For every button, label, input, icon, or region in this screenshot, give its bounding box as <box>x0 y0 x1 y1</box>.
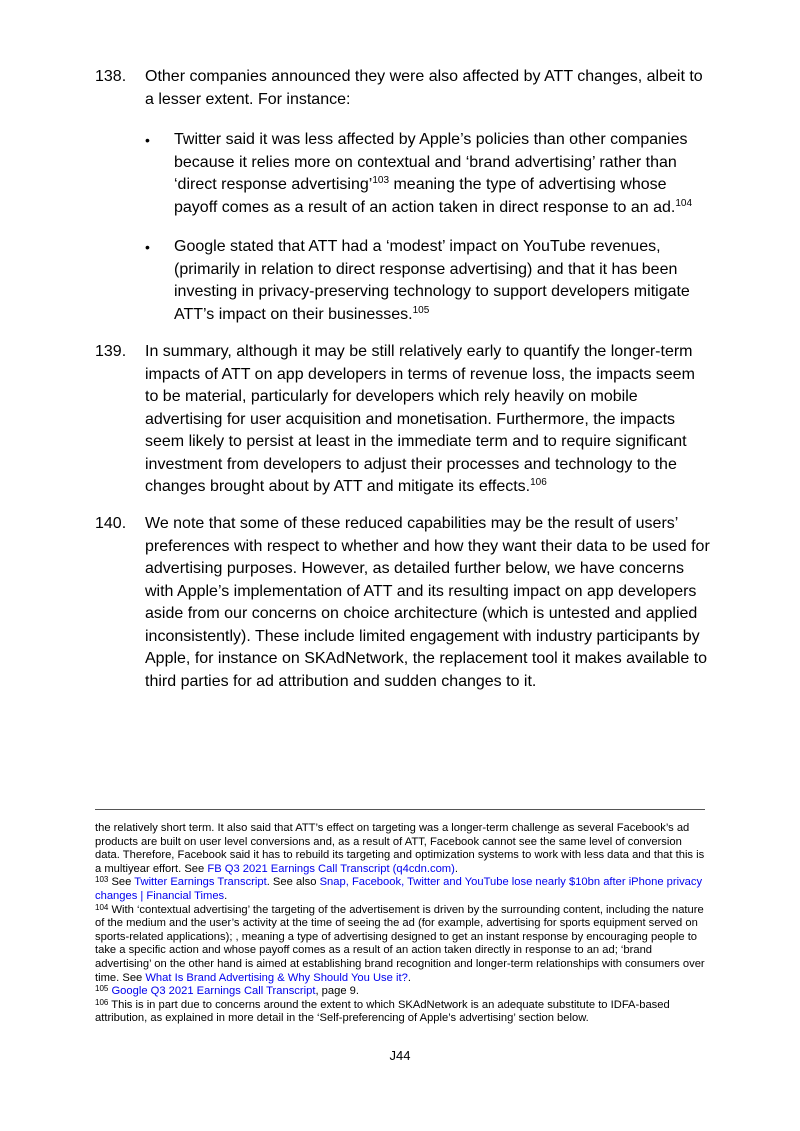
footnote-106: $^{106}$ This is in part due to concerns around the extent to which SKAdNetwork is an adequate substitute to IDFA-based attribution, as explained in more detail in the ‘Self-preferencing of Apple’s advertising’ section below. <box>95 997 670 1025</box>
footnote-ref-106[interactable]: 106 <box>530 477 547 488</box>
footnote-separator <box>95 809 705 810</box>
paragraph-140 <box>95 513 710 693</box>
ft-article-link[interactable]: Snap, Facebook, Twitter and YouTube lose nearly $10bn after iPhone privacy changes | Financial Times <box>95 876 703 902</box>
footnote-continued: the relatively short term. It also said that ATT’s effect on targeting was a longer-term challenge as several Facebook’s ad products are built on user level conversions and, as a result of ATT, Facebook cannot see the same level of conversion data. Therefore, Facebook said it has to rebuild its targeting and optimization systems to work with less data and that this is a multiyear effort. See FB Q3 2021 Earnings Call Transcript (q4cdn.com). <box>95 822 705 875</box>
paragraph-text: We note that some of these reduced capabilities may be the result of users’ preferences with respect to whether and how they want their data to be used for advertising purposes. However, as detailed further below, we have concerns with Apple’s implementation of ATT and its resulting impact on app developers aside from our concerns on choice architecture (which is untested and applied inconsistently). These include limited engagement with industry participants by Apple, for instance on SKAdNetwork, the replacement tool it makes available to third parties for ad attribution and sudden changes to it. <box>145 515 710 690</box>
footnote-ref-104[interactable]: 104 <box>675 197 693 209</box>
paragraph-number: 140. <box>95 515 127 532</box>
fb-transcript-link[interactable]: FB Q3 2021 Earnings Call Transcript (q4cdn.com) <box>207 862 455 875</box>
footnote-number: 104 <box>95 902 109 912</box>
paragraph-number: 138. <box>95 68 127 85</box>
footnote-103: $^{103}$ See Twitter Earnings Transcript. See also Snap, Facebook, Twitter and YouTube lose nearly $10bn after iPhone privacy changes | Financial Times. <box>95 875 703 902</box>
paragraph-number: 139. <box>95 343 127 360</box>
bullet-marker: • <box>145 132 150 148</box>
paragraph-139 <box>95 341 710 499</box>
paragraph-138 <box>95 66 710 111</box>
footnotes <box>95 822 707 1026</box>
footnote-ref-105[interactable]: 105 <box>412 304 430 316</box>
paragraph-text: In summary, although it may be still relatively early to quantify the longer-term impacts of ATT on app developers in terms of revenue loss, the impacts seem to be material, particularly for developers which rely heavily on mobile advertising for user acquisition and monetisation. Furthermore, the impacts seem likely to persist at least in the immediate term and to require significant investment from developers to adjust their processes and technology to the changes brought about by ATT and mitigate its effects.$^{106}$ <box>145 343 695 495</box>
footnote-number: 106 <box>95 997 109 1007</box>
bullet-text: Google stated that ATT had a ‘modest’ impact on YouTube revenues, (primarily in relation to direct response advertising) and that it has been investing in privacy-preserving technology to support developers mitigate ATT’s impact on their businesses.$^{105}$ <box>174 238 690 323</box>
bullet-marker: • <box>145 239 150 255</box>
google-transcript-link[interactable]: Google Q3 2021 Earnings Call Transcript <box>111 985 316 998</box>
footnote-105: $^{105}$ Google Q3 2021 Earnings Call Transcript, page 9. <box>95 984 359 998</box>
footnote-number: 103 <box>95 875 109 885</box>
paragraph-text: Other companies announced they were also affected by ATT changes, albeit to a lesser extent. For instance: <box>145 68 703 108</box>
twitter-transcript-link[interactable]: Twitter Earnings Transcript <box>134 876 267 889</box>
footnote-number: 105 <box>95 984 109 994</box>
bullet-text: Twitter said it was less affected by Apple’s policies than other companies because it relies more on contextual and ‘brand advertising’ rather than ‘direct response advertising’$^{103}$ meaning the type of advertising whose payoff comes as a result of an action taken in direct response to an ad.$^{104}$ <box>174 131 693 216</box>
page-number: J44 <box>389 1048 411 1063</box>
brand-advertising-link[interactable]: What Is Brand Advertising & Why Should You Use it? <box>145 971 408 984</box>
footnote-ref-103[interactable]: 103 <box>372 175 390 186</box>
bullet-google <box>145 236 705 326</box>
footnote-104: $^{104}$ With ‘contextual advertising’ the targeting of the advertisement is driven by the surrounding content, including the nature of the medium and the user’s activity at the time of seeing the ad (for example, advertising for sports equipment served on sports-related applications); , meaning a type of advertising designed to get an instant response by encouraging people to take a specific action and whose payoff comes as a result of an action taken directly in response to an ad; ‘brand advertising’ on the other hand is aimed at establishing brand recognition and longer-term relationships with consumers over time. See What Is Brand Advertising & Why Should You Use it?. <box>95 902 705 984</box>
bullet-twitter <box>145 129 705 219</box>
